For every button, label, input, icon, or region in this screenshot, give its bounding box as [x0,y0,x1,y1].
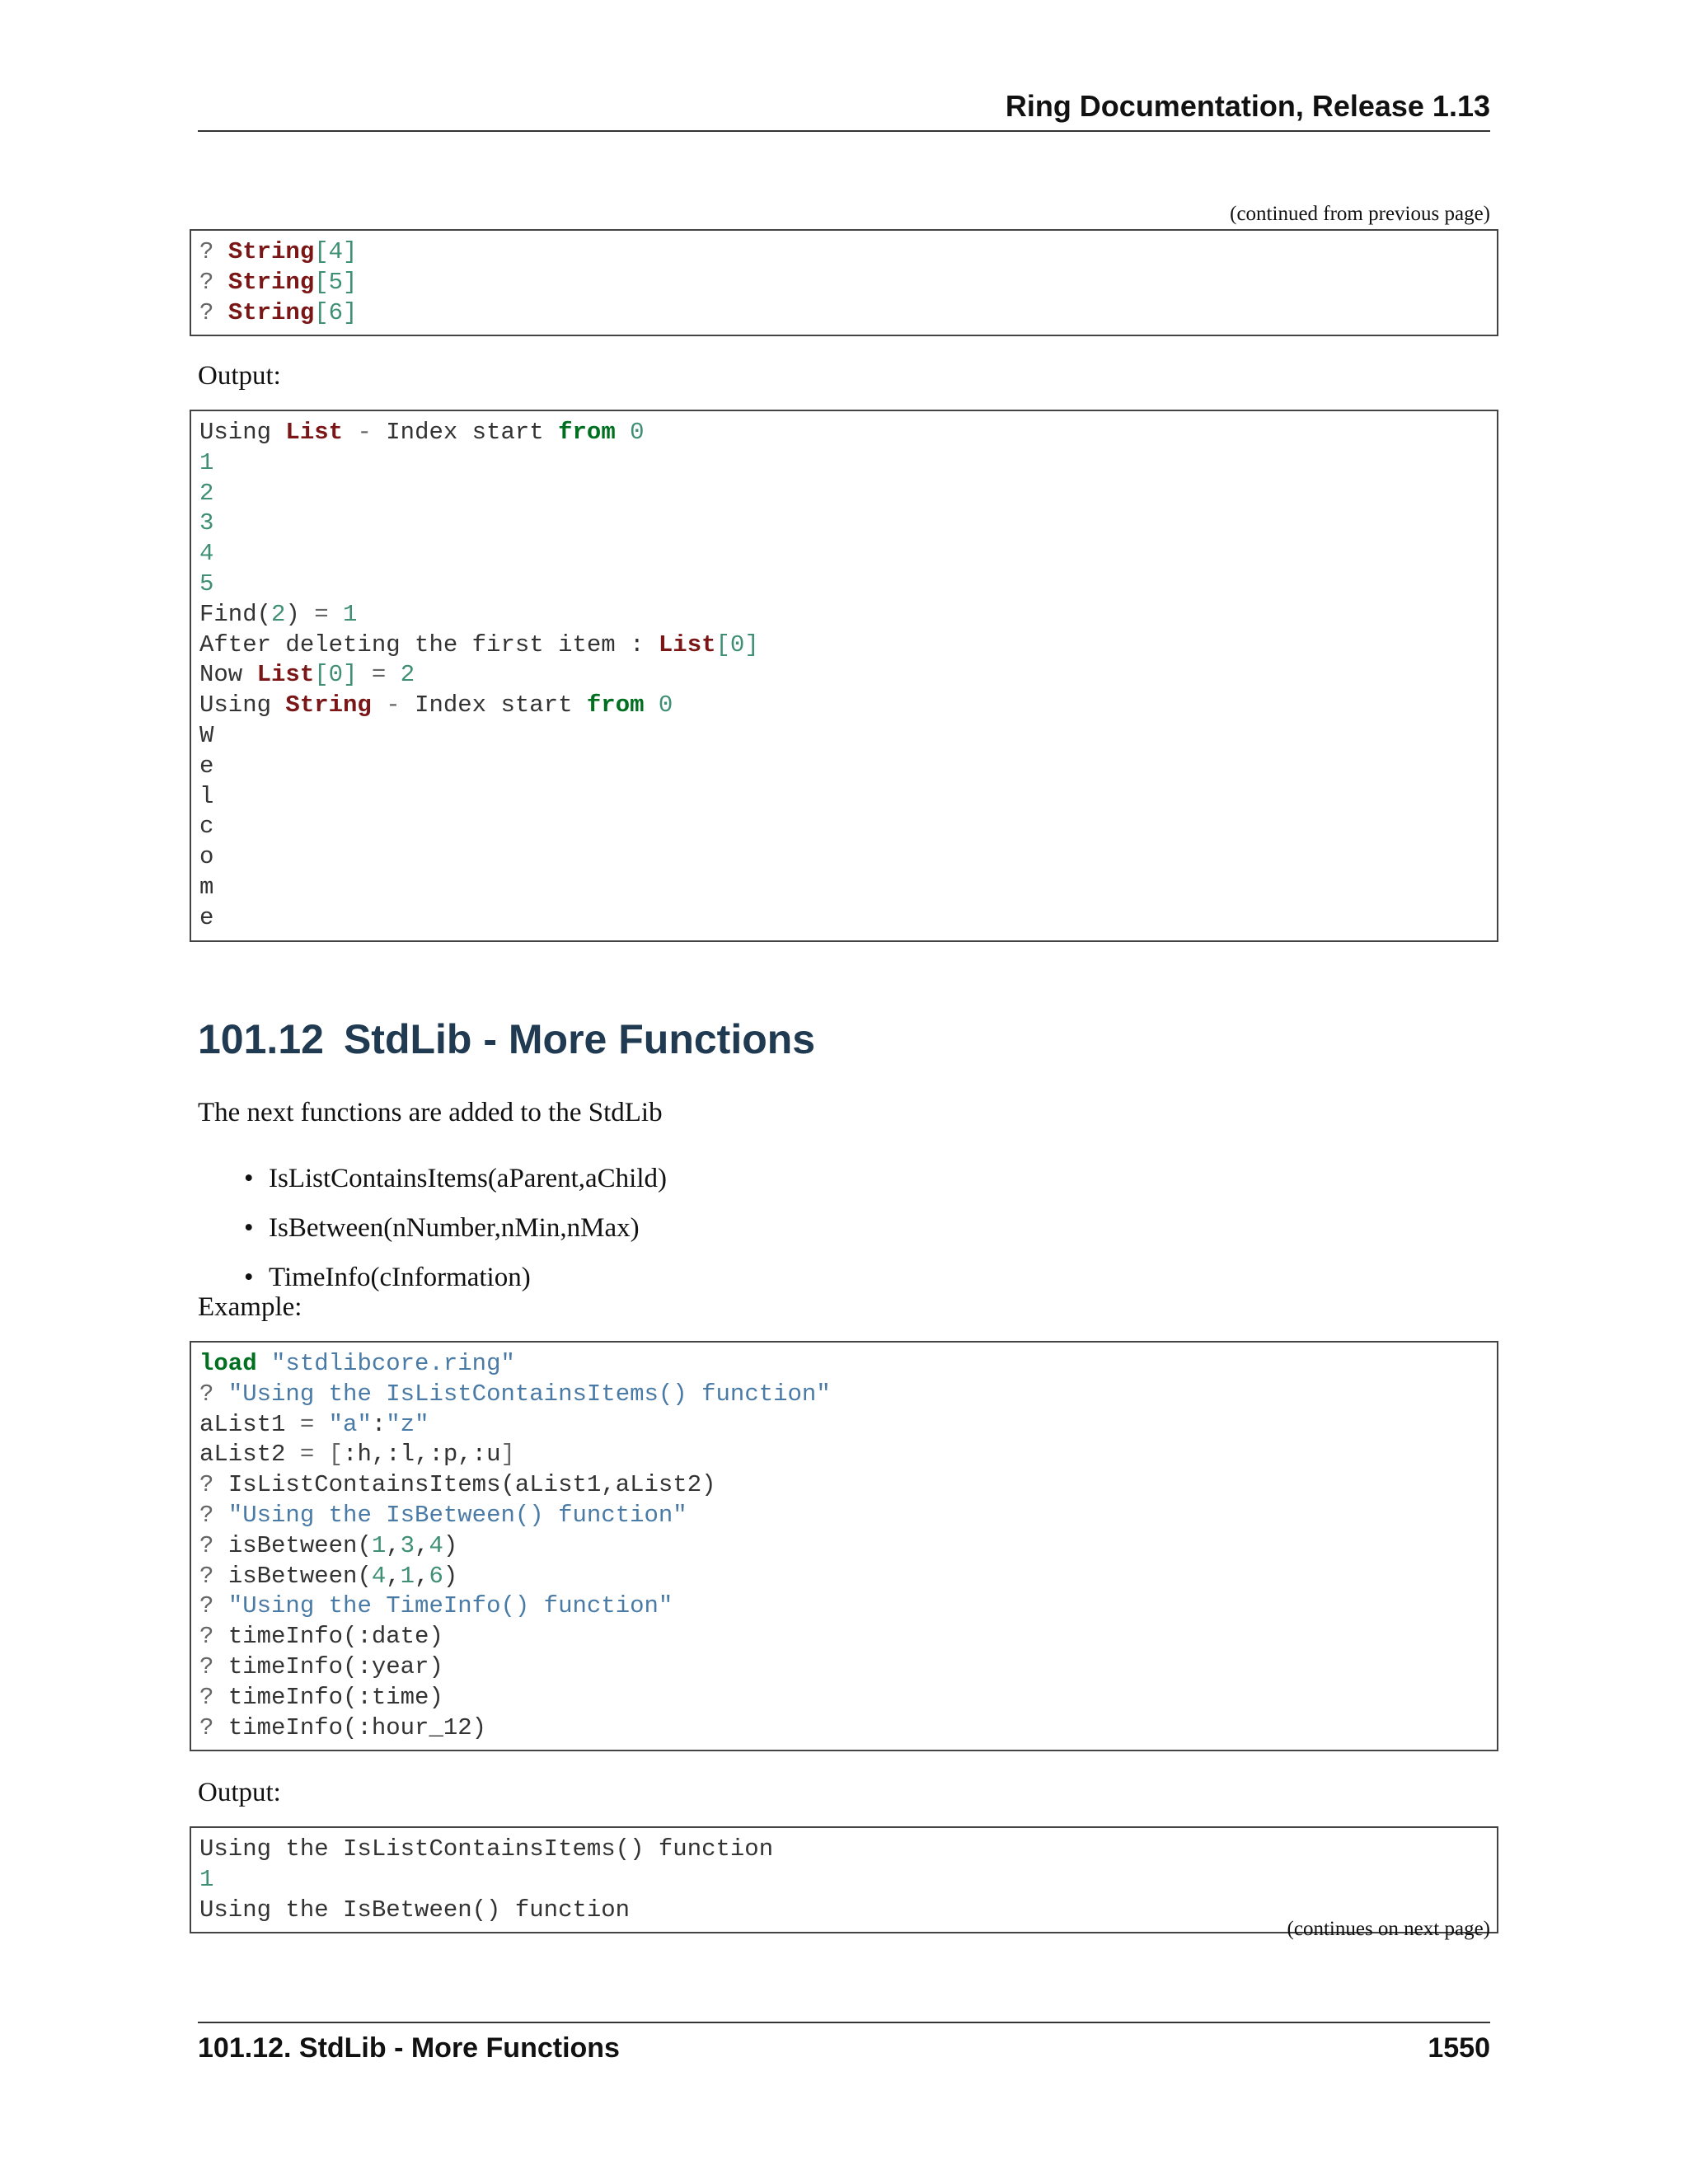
list-item: • IsBetween(nNumber,nMin,nMax) [244,1203,667,1253]
continued-from-note: (continued from previous page) [1230,203,1490,225]
code-token: ) [443,1562,458,1590]
code-token: 3 [199,509,214,537]
code-token [314,1411,328,1438]
code-token: Now [199,661,257,689]
code-token: ? [199,1471,228,1499]
code-token: 6 [429,1562,443,1590]
code-line [199,539,1489,569]
code-line [199,660,1489,691]
code-token: [0] [715,630,759,658]
code-line [199,1713,1489,1744]
code-line [199,842,1489,873]
code-token: e [199,752,214,780]
code-token: - [371,691,415,719]
code-token: String [227,238,315,265]
code-token: = [357,661,401,689]
code-line [199,1380,1489,1410]
code-line [199,1440,1489,1470]
code-token: Using [199,419,286,446]
code-line [199,903,1489,934]
code-token: c [199,813,214,841]
code-token: , [415,1531,429,1559]
code-token: Index start [386,419,559,446]
code-line [199,873,1489,903]
code-token: = [314,600,329,628]
code-token: Using the IsBetween() function [199,1896,631,1924]
code-token: 1 [199,1865,214,1893]
code-token: l [199,782,214,810]
code-line [199,1591,1489,1622]
code-token: "Using the IsListContainsItems() function" [227,1380,831,1408]
code-token: ? [199,298,228,326]
code-token: 1 [371,1531,387,1559]
code-token: o [199,843,214,871]
code-token: ? [199,1623,228,1651]
code-token: ? [199,1592,228,1620]
code-token: String [227,298,315,326]
code-token: IsListContainsItems(aList1,aList2) [227,1471,716,1499]
code-token: load [199,1350,257,1377]
code-token: m [199,873,214,901]
code-token: timeInfo(:year) [227,1652,443,1680]
code-line [199,1683,1489,1713]
code-token: ? [199,1501,228,1529]
code-token: [5] [314,268,358,296]
code-token: 0 [644,691,673,719]
section-title-text: StdLib - More Functions [343,1016,816,1062]
code-line [199,1652,1489,1683]
code-token: 2 [400,661,415,689]
code-token: Index start [415,691,587,719]
code-line [199,812,1489,842]
code-token: aList1 [199,1410,300,1438]
page-number: 1550 [1428,2032,1490,2064]
code-line [199,1349,1489,1380]
code-line [199,600,1489,630]
code-token: , [386,1531,401,1559]
code-line [199,1562,1489,1592]
header-divider [198,130,1490,132]
code-token: [6] [314,298,358,326]
code-line [199,630,1489,661]
code-token: List [256,661,315,689]
code-token: :h,:l,:p,:u [343,1441,501,1469]
continues-on-note: (continues on next page) [1287,1918,1490,1940]
code-token: aList2 [199,1441,300,1469]
code-token: = [ [299,1441,344,1469]
code-token: Using [199,691,286,719]
code-token: , [386,1562,401,1590]
code-line [199,569,1489,600]
code-token: "z" [386,1410,429,1438]
code-token: 1 [328,600,358,628]
code-token: [4] [314,238,358,265]
section-number: 101.12 [198,1016,324,1062]
code-line [199,1531,1489,1562]
code-line [199,237,1489,268]
code-token: isBetween( [227,1531,372,1559]
code-token: from [586,691,645,719]
code-token: ? [199,1652,228,1680]
code-token: ) [443,1531,458,1559]
code-token: = [299,1410,315,1438]
code-token: "a" [328,1410,372,1438]
code-block-1 [190,229,1498,336]
list-item: • IsListContainsItems(aParent,aChild) [244,1154,667,1203]
code-token: e [199,903,214,931]
output-label-1: Output: [198,361,281,391]
code-line [199,1470,1489,1501]
running-header-title: Ring Documentation, Release 1.13 [1005,89,1490,123]
code-line [199,268,1489,298]
code-line [199,691,1489,721]
code-line [199,1501,1489,1531]
footer-section: 101.12. StdLib - More Functions [198,2032,620,2064]
code-line [199,418,1489,448]
code-token: isBetween( [227,1562,372,1590]
code-token [257,1350,271,1377]
code-token: 4 [429,1531,443,1559]
code-line [199,752,1489,782]
list-item: • TimeInfo(cInformation) [244,1253,667,1302]
code-token: 2 [271,600,286,628]
code-token: 4 [199,540,214,568]
code-line [199,298,1489,329]
code-token: Find( [199,600,272,628]
code-token: 5 [199,569,214,598]
code-token: "Using the TimeInfo() function" [227,1592,673,1620]
code-token: from [558,419,616,446]
code-token: After deleting the first item : [199,630,659,658]
code-token: timeInfo(:hour_12) [227,1713,487,1741]
output-label-2: Output: [198,1778,281,1807]
code-token: 0 [615,419,645,446]
code-token: List [658,630,716,658]
code-token: , [415,1562,429,1590]
code-token: ? [199,1531,228,1559]
code-token: [0] [314,661,358,689]
code-token: ] [500,1441,515,1469]
code-token: ? [199,1683,228,1711]
code-line [199,782,1489,813]
code-block-2 [190,1341,1498,1751]
code-token: timeInfo(:time) [227,1683,443,1711]
code-token: String [285,691,372,719]
code-token: ? [199,1562,228,1590]
code-token: ? [199,1713,228,1741]
code-token: 1 [400,1562,415,1590]
code-line [199,479,1489,509]
footer-divider [198,2022,1490,2023]
code-line [199,721,1489,752]
code-token: "Using the IsBetween() function" [227,1501,687,1529]
code-token: 3 [400,1531,415,1559]
code-token: timeInfo(:date) [227,1623,443,1651]
code-line [199,1865,1489,1896]
intro-paragraph: The next functions are added to the StdLib [198,1098,663,1127]
output-block-1 [190,410,1498,942]
code-line [199,1622,1489,1652]
code-line [199,448,1489,479]
code-token: 1 [199,448,214,476]
code-token: ? [199,238,228,265]
code-line [199,1410,1489,1441]
code-token: W [199,721,214,749]
code-token: : [371,1410,387,1438]
code-token: 2 [199,479,214,507]
code-token: ? [199,1380,228,1408]
code-token: "stdlibcore.ring" [271,1350,515,1377]
code-line [199,1835,1489,1865]
section-heading [198,1015,815,1063]
code-token: ) [285,600,315,628]
code-token: 4 [371,1562,387,1590]
example-label: Example: [198,1292,302,1322]
function-list [244,1154,667,1302]
code-token: - [343,419,387,446]
code-token: List [285,419,344,446]
code-line [199,509,1489,539]
code-token: Using the IsListContainsItems() function [199,1835,774,1863]
code-token: String [227,268,315,296]
code-token: ? [199,268,228,296]
